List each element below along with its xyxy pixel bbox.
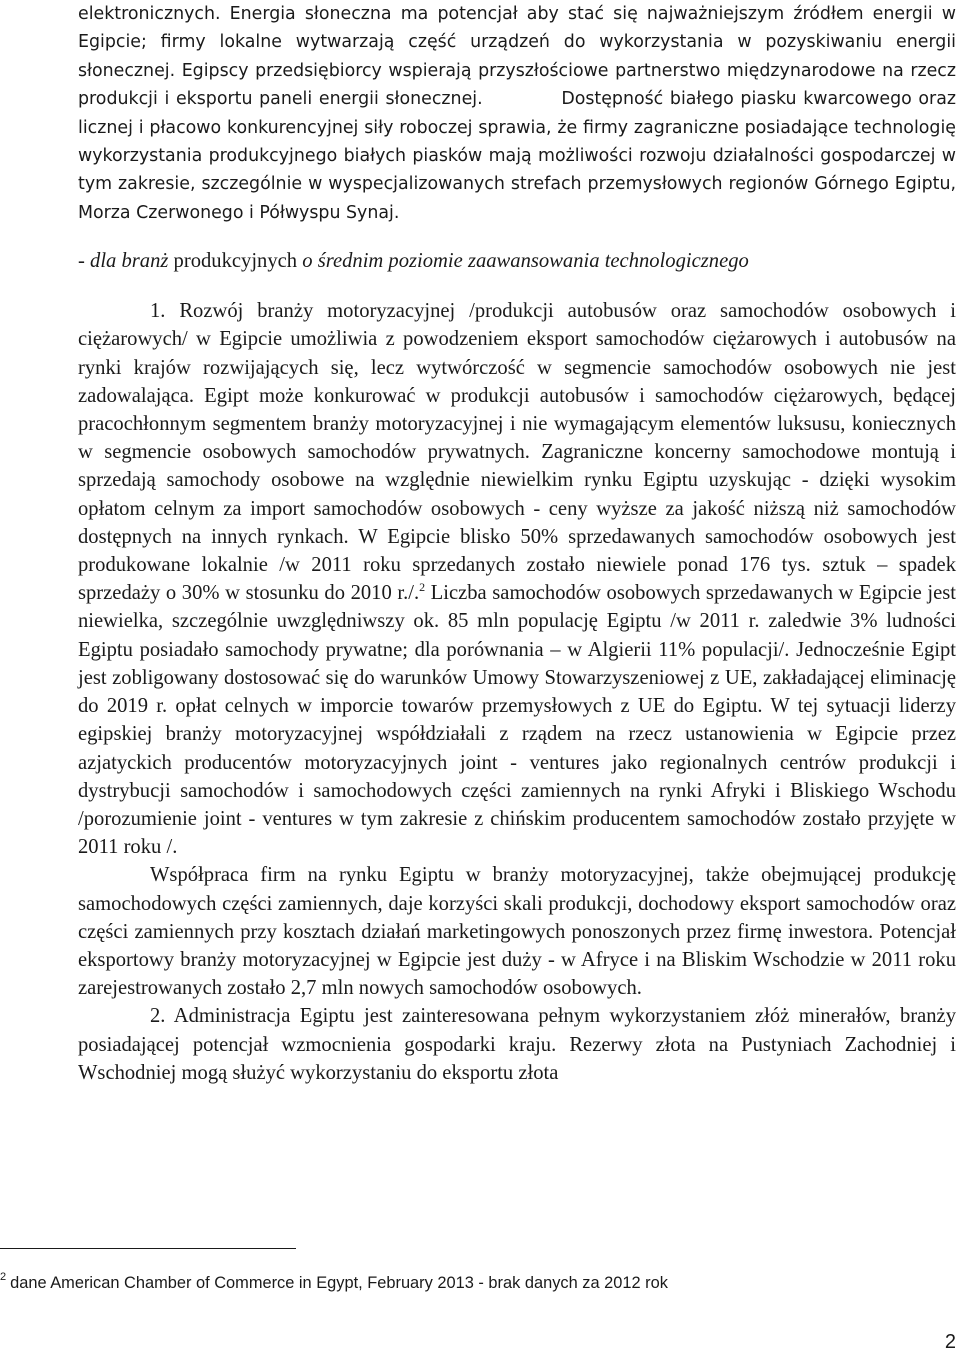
footnote <box>0 1272 860 1294</box>
paragraph-automotive <box>78 297 956 861</box>
paragraph-minerals: 2. Administracja Egiptu jest zainteresowana pełnym wykorzystaniem złóż minerałów, branży posiadającej potencjał wzmocnienia gospodarki kraju. Rezerwy złota na Pustyniach Zachodniej i Wschodniej mogą służyć wykorzystaniu do eksportu złota <box>78 1005 956 1084</box>
paragraph-automotive-part-a: 1. Rozwój branży motoryzacyjnej /produkcji autobusów oraz samochodów osobowych i ciężarowych/ w Egipcie umożliwia z powodzeniem eksport samochodów ciężarowych i autobusów na rynki krajów rozwijających się, lecz wytwórczość w segmencie samochodów osobowych nie jest zadowalająca. Egipt może konkurować w produkcji autobusów i samochodów ciężarowych, będącej pracochłonnym segmentem branży motoryzacyjnej i nie wymagającym elementów luksusu, koniecznych w segmencie osobowych samochodów prywatnych. Zagraniczne koncerny samochodowe montują i sprzedają samochody osobowe na względnie niewielkim rynku Egiptu uzyskując - dzięki wysokim opłatom celnym za import samochodów osobowych - ceny wyższe za jakość niższą niż samochodów dostępnych na innych rynkach. W Egipcie blisko 50% sprzedawanych samochodów osobowych jest produkowane lokalnie /w 2011 roku sprzedanych zostało niewiele ponad 176 tys. sztuk – spadek sprzedaży o 30% w stosunku do 2010 r./. <box>78 300 956 605</box>
subheading-normal: produkcyjnych <box>168 250 303 273</box>
section-subheading <box>78 247 956 275</box>
footnote-mark: 2 <box>0 1271 7 1283</box>
page-number: 2 <box>944 1331 956 1353</box>
footnote-reference[interactable]: 2 <box>419 580 426 595</box>
intro-paragraph <box>78 0 956 227</box>
intro-text-b: Dostępność białego piasku kwarcowego oraz licznej i płacowo konkurencyjnej siły roboczej sprawia, że firmy zagraniczne posiadające technologię wykorzystania produkcyjnego białych piasków mają możliwości rozwoju działalności gospodarczej w tym zakresie, szczególnie w wyspecjalizowanych strefach przemysłowych regionów Górnego Egiptu, Morza Czerwonego i Półwyspu Synaj. <box>78 89 956 223</box>
document-page <box>78 0 956 1087</box>
subheading-italic-1: dla branż <box>90 250 169 273</box>
footnote-separator <box>0 1248 296 1249</box>
paragraph-automotive-part-b: Liczba samochodów osobowych sprzedawanych w Egipcie jest niewielka, szczególnie uwzględniwszy ok. 85 mln populację Egiptu /w 2011 r. zaledwie 3% ludności Egiptu posiadało samochody prywatne; dla porównania – w Algierii 11% populacji/. Jednocześnie Egipt jest zobligowany dostosować się do warunków Umowy Stowarzyszeniowej z UE, zakładającej eliminację do 2019 r. opłat celnych w imporcie towarów przemysłowych z UE do Egiptu. W tej sytuacji liderzy egipskiej branży motoryzacyjnej współdziałali z rządem na rzecz ustanowienia w Egipcie przez azjatyckich producentów motoryzacyjnych joint - ventures jako regionalnych centrów produkcji i dystrybucji samochodów i samochodowych części zamiennych na rynki Afryki i Bliskiego Wschodu /porozumienie joint - ventures w tym zakresie z chińskim producentem samochodów zostało przyjęte w 2011 roku /. <box>78 582 956 859</box>
paragraph-cooperation: Współpraca firm na rynku Egiptu w branży motoryzacyjnej, także obejmującej produkcję samochodowych części zamiennych, daje korzyści skali produkcji, dochodowy eksport samochodów oraz części zamiennych przy kosztach działań marketingowych ponoszonych przez firmę inwestora. Potencjał eksportowy branży motoryzacyjnej w Egipcie jest duży - w Afryce i na Bliskim Wschodzie w 2011 roku zarejestrowanych zostało 2,7 mln nowych samochodów osobowych. <box>78 864 956 1000</box>
intro-text-a: elektronicznych. Energia słoneczna ma potencjał aby stać się najważniejszym źródłem energii w Egipcie; firmy lokalne wytwarzają część urządzeń do wykorzystania w pozyskiwaniu energii słonecznej. Egipscy przedsiębiorcy wspierają przyszłościowe partnerstwo międzynarodowe na rzecz produkcji i eksportu paneli energii słonecznej. <box>78 4 956 110</box>
subheading-dash: - <box>78 250 91 273</box>
subheading-italic-2: o średnim poziomie zaawansowania technologicznego <box>302 250 749 273</box>
footnote-text: dane American Chamber of Commerce in Egypt, February 2013 - brak danych za 2012 rok <box>10 1274 668 1292</box>
